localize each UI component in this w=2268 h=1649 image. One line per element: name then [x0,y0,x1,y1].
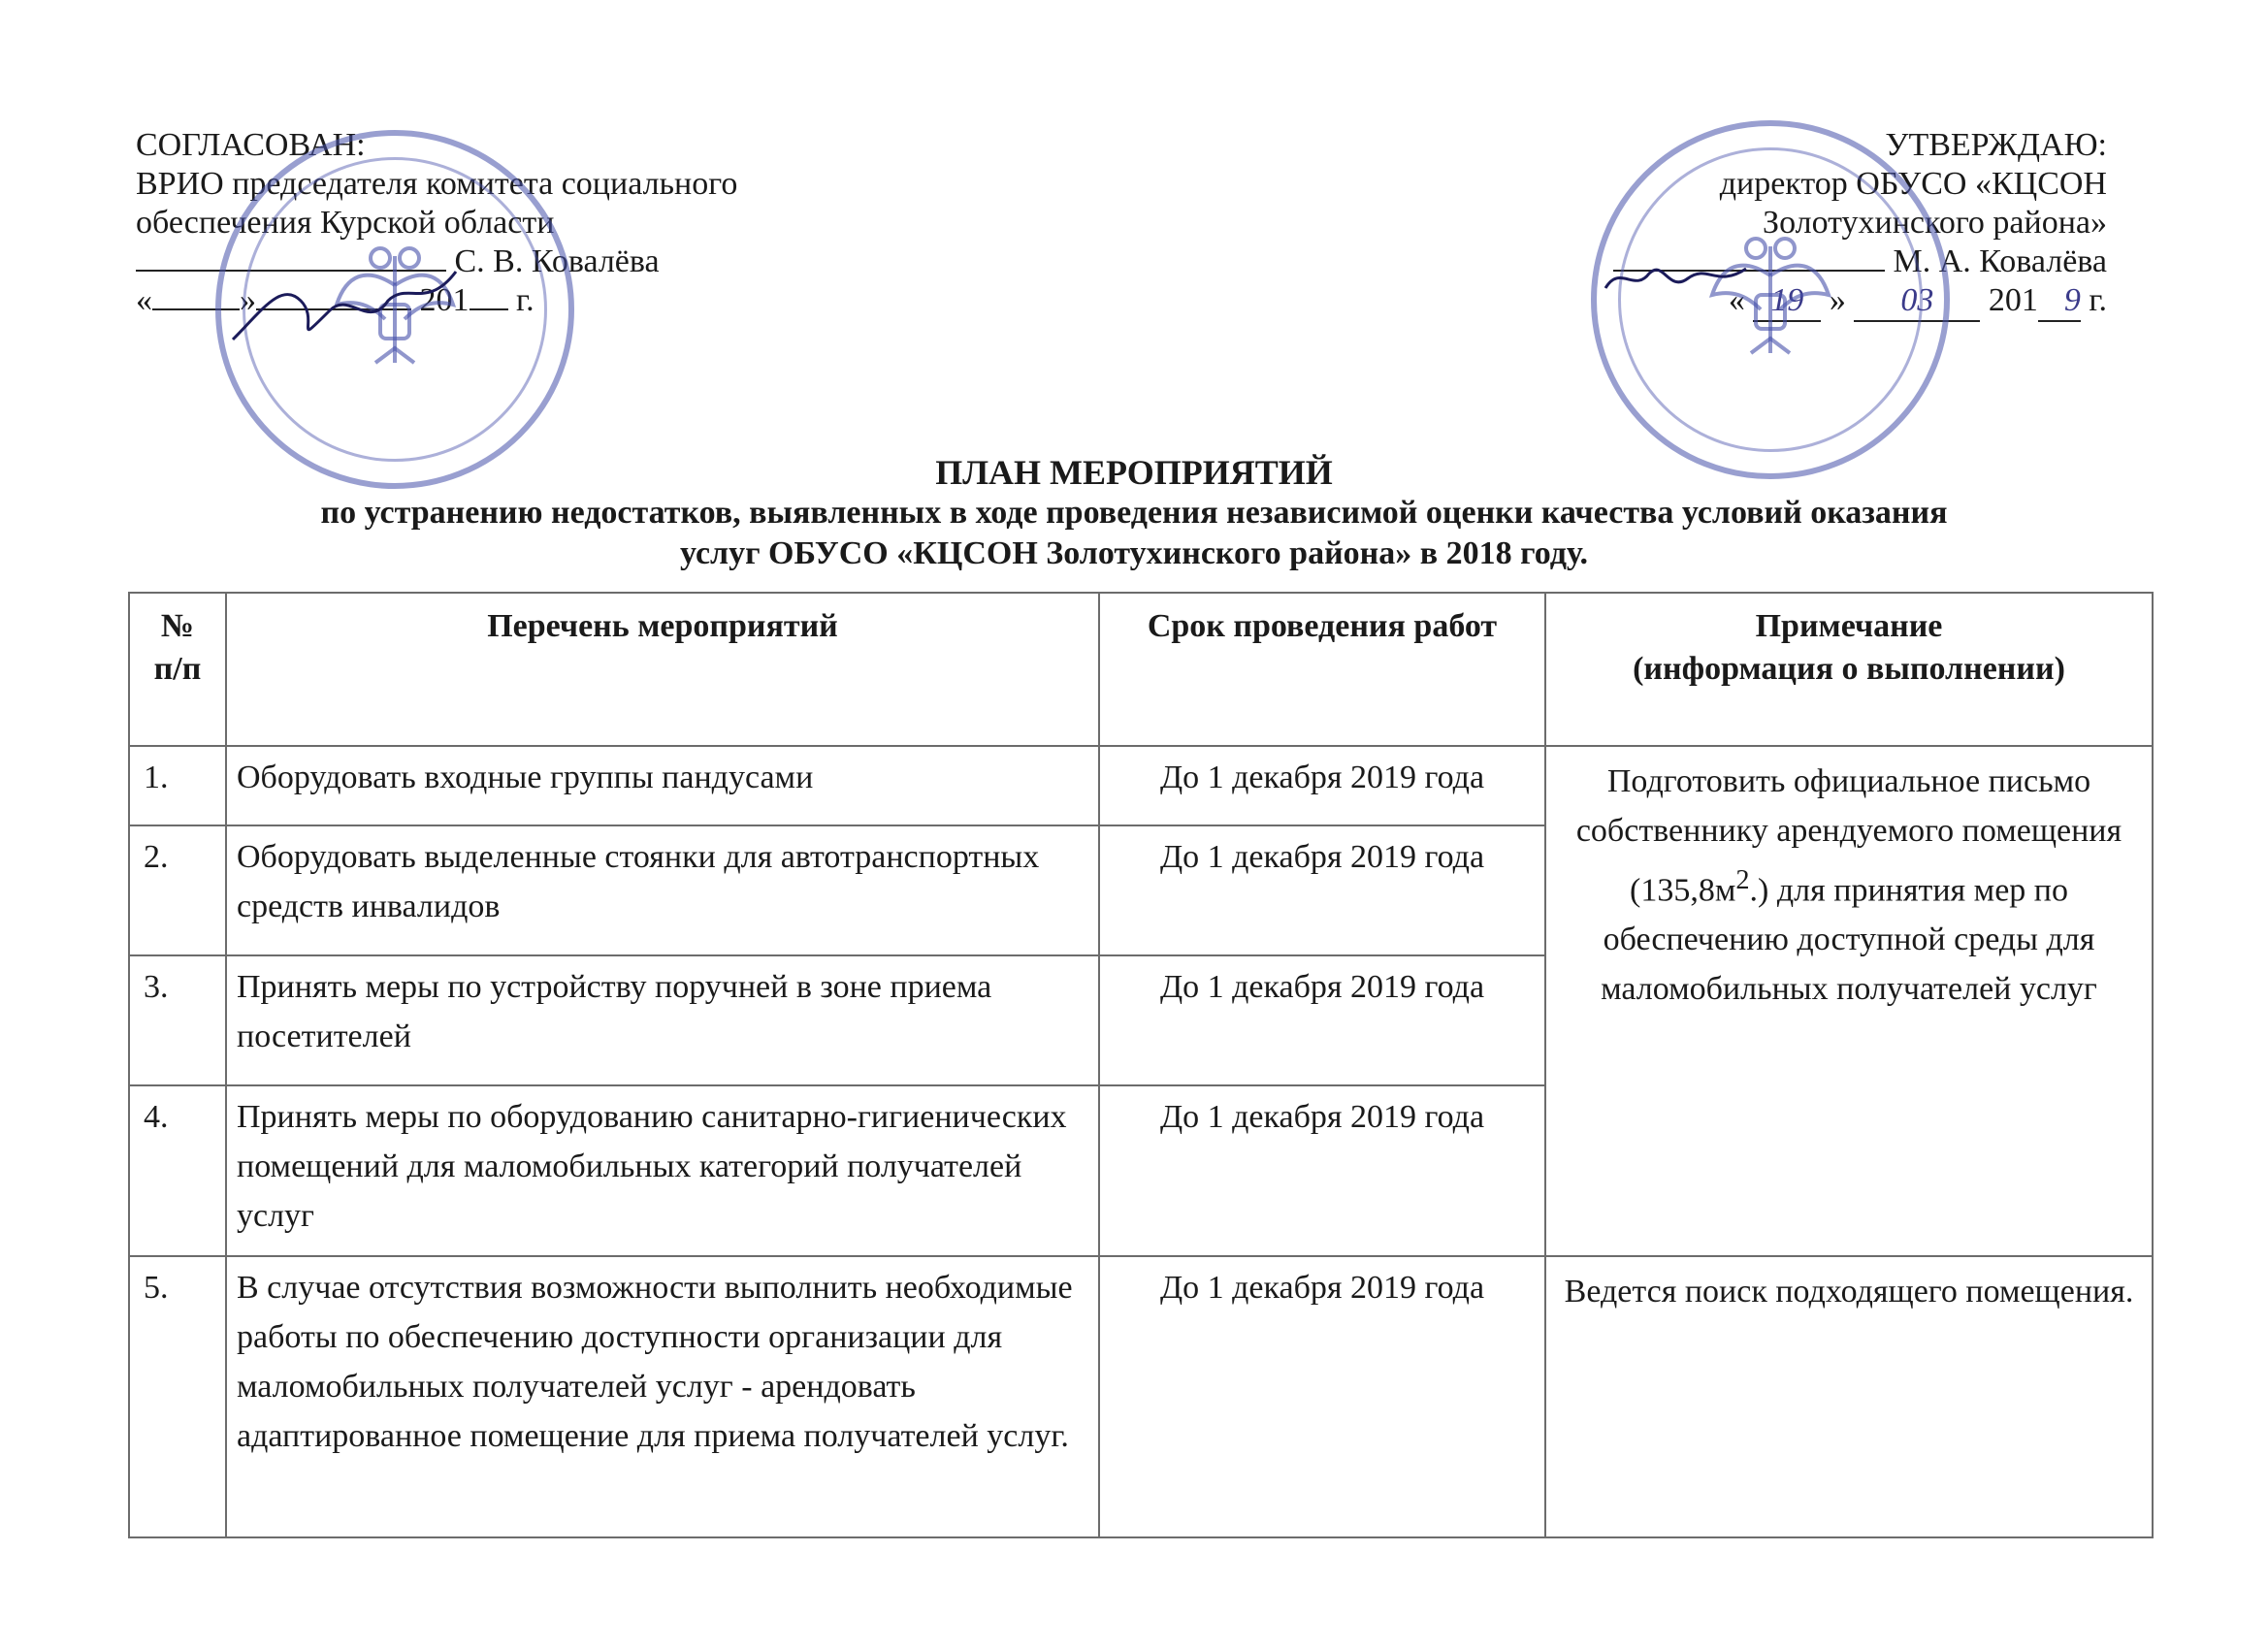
title-line-2: по устранению недостатков, выявленных в ходе проведения независимой оценки качества условий оказания [320,495,1948,531]
title-line-3: услуг ОБУСО «КЦСОН Золотухинского района» в 2018 году. [679,535,1589,571]
signature-right [1601,254,1756,303]
title-line-1: ПЛАН МЕРОПРИЯТИЙ [935,453,1333,492]
signature-left [223,242,475,359]
year-prefix: 201 [419,282,470,318]
quote-open: « [1728,282,1745,318]
row-measure: Принять меры по оборудованию санитарно-гигиенических помещений для маломобильных категорий получателей услуг [226,1085,1099,1256]
year-prefix: 201 [1988,282,2038,318]
header-number-line-2: п/п [153,651,202,687]
left-signer-name: С. В. Ковалёва [454,243,660,279]
year-suffix: г. [2089,282,2107,318]
right-position: директор ОБУСО «КЦСОН [1719,166,2107,202]
header-note-line-2: (информация о выполнении) [1633,651,2065,687]
right-organization: Золотухинского района» [1763,205,2107,241]
row-deadline: До 1 декабря 2019 года [1099,955,1545,1085]
header-note [1545,593,2153,746]
quote-close: » [240,282,256,318]
row-measure: Оборудовать выделенные стоянки для автотранспортных средств инвалидов [226,825,1099,955]
row-deadline: До 1 декабря 2019 года [1099,1085,1545,1256]
row-number: 5. [129,1256,226,1537]
right-heading: УТВЕРЖДАЮ: [1885,127,2107,163]
table-row [129,746,2153,825]
left-heading: СОГЛАСОВАН: [136,127,366,163]
quote-open: « [136,282,152,318]
document-title [0,452,2268,574]
merged-note-superscript: 2 [1735,865,1750,895]
header-number [129,593,226,746]
row-measure: Оборудовать входные группы пандусами [226,746,1099,825]
row-deadline: До 1 декабря 2019 года [1099,1256,1545,1537]
header-number-line-1: № [160,608,195,644]
header-note-line-1: Примечание [1755,608,1943,644]
quote-close: » [1829,282,1846,318]
right-signer-name: М. А. Ковалёва [1893,243,2107,279]
measures-table [128,592,2154,1538]
row-number: 3. [129,955,226,1085]
row-number: 1. [129,746,226,825]
merged-note [1545,746,2153,1256]
table-header-row [129,593,2153,746]
handwritten-year: 9 [2038,281,2081,322]
table-row [129,1256,2153,1537]
row-deadline: До 1 декабря 2019 года [1099,746,1545,825]
left-organization: обеспечения Курской области [136,205,555,241]
header-deadline: Срок проведения работ [1099,593,1545,746]
row-number: 2. [129,825,226,955]
merged-note-part-2: .) для принятия мер по обеспечению доступной среды для маломобильных получателей услуг [1601,872,2097,1008]
left-position: ВРИО председателя комитета социального [136,166,738,202]
row-note: Ведется поиск подходящего помещения. [1545,1256,2153,1537]
row-number: 4. [129,1085,226,1256]
row-measure: Принять меры по устройству поручней в зоне приема посетителей [226,955,1099,1085]
handwritten-month: 03 [1854,281,1980,322]
year-suffix: г. [516,282,535,318]
row-deadline: До 1 декабря 2019 года [1099,825,1545,955]
merged-note-part-1: Подготовить официальное письмо собственнику арендуемого помещения (135,8м [1575,763,2122,909]
header-measures: Перечень мероприятий [226,593,1099,746]
row-measure: В случае отсутствия возможности выполнить необходимые работы по обеспечению доступности организации для маломобильных получателей услуг - арендовать адаптированное помещение для приема получателей услуг. [226,1256,1099,1537]
handwritten-day: 19 [1753,281,1821,322]
